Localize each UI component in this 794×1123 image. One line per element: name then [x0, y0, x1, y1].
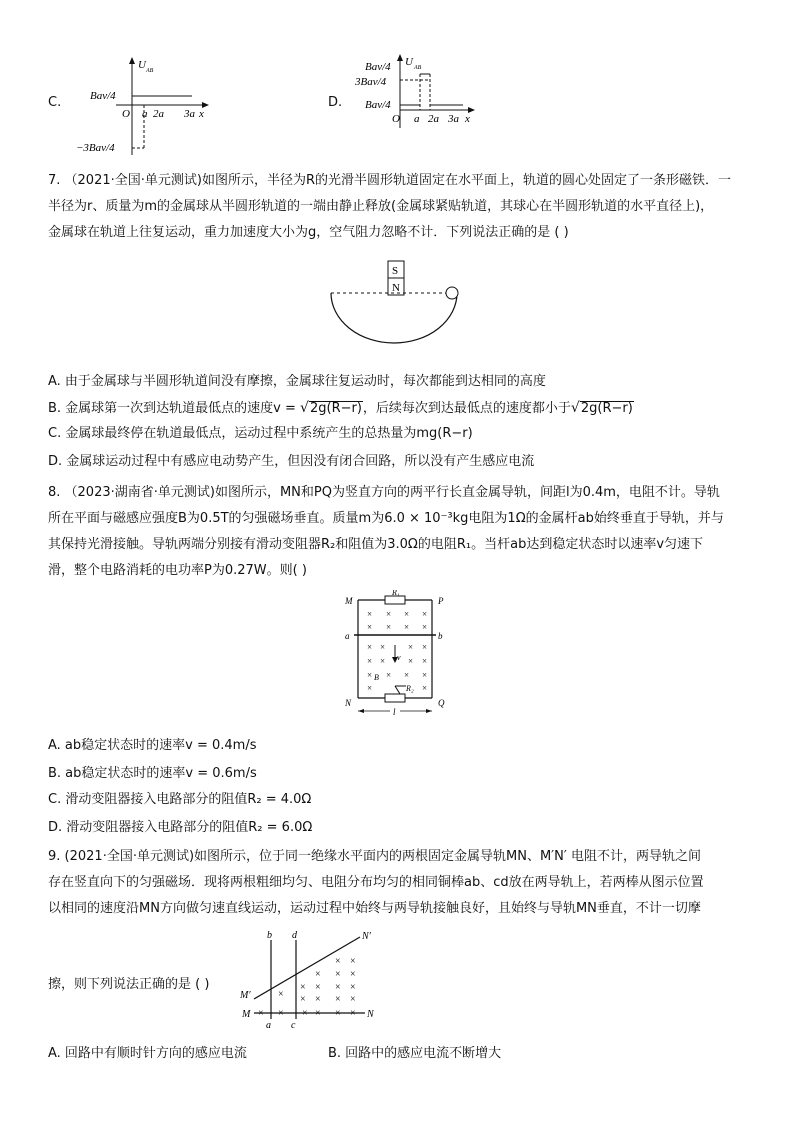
figure-glyph: × — [422, 609, 428, 619]
c-y-neg-label: −3Bav/4 — [76, 142, 115, 154]
label-r2: R₂ — [406, 684, 414, 693]
q7-semicircle-figure — [325, 255, 465, 350]
figure-glyph: × — [315, 1008, 321, 1019]
option-c-graph — [76, 55, 226, 160]
c-x-2a: 2a — [153, 108, 164, 120]
q7-option-b-radicand-1: 2g(R−r) — [309, 401, 362, 416]
figure-glyph: × — [302, 1008, 308, 1019]
rheostat-r2 — [385, 694, 405, 702]
d-axis-sub: AB — [414, 65, 422, 71]
q9-stem-line-1: 9. (2021·全国·单元测试)如图所示，位于同一绝缘水平面内的两根固定金属导轨MN、M′N′ 电阻不计，两导轨之间 — [48, 849, 701, 864]
c-x-3a: 3a — [184, 108, 195, 120]
label-v: v — [397, 653, 401, 662]
q8-stem-line-4: 滑，整个电路消耗的电功率P为0.27W。则( ) — [48, 563, 307, 578]
label-b-field: B — [374, 673, 379, 682]
figure-glyph: × — [278, 1008, 284, 1019]
c-y-arrow — [129, 57, 135, 64]
figure-glyph: × — [335, 1008, 341, 1019]
figure-glyph: × — [386, 609, 392, 619]
d-y-top-label: Bav/4 — [365, 61, 391, 73]
label-r1: R₁ — [392, 590, 400, 597]
d-y-arrow — [397, 54, 403, 61]
q7-option-c: C. 金属球最终停在轨道最低点，运动过程中系统产生的总热量为mg(R−r) — [48, 426, 473, 441]
figure-glyph: × — [386, 670, 392, 680]
label-a: a — [266, 1020, 271, 1031]
label-a: a — [345, 631, 350, 641]
figure-glyph: × — [367, 609, 373, 619]
d-x-3a: 3a — [448, 113, 459, 125]
figure-glyph: × — [422, 642, 428, 652]
q7-option-b — [48, 398, 634, 419]
q8-option-d: D. 滑动变阻器接入电路部分的阻值R₂ = 6.0Ω — [48, 820, 313, 835]
d-origin: O — [392, 113, 400, 125]
figure-glyph: × — [404, 670, 410, 680]
resistor-r1 — [385, 596, 405, 604]
figure-glyph: × — [386, 622, 392, 632]
d-x-a: a — [414, 113, 420, 125]
label-b: b — [267, 930, 272, 941]
magnet-n-label: N — [392, 282, 400, 294]
figure-glyph: × — [422, 670, 428, 680]
figure-glyph: × — [335, 969, 341, 980]
magnet-s-label: S — [392, 265, 399, 277]
figure-glyph: × — [315, 969, 321, 980]
label-d: d — [292, 930, 297, 941]
figure-glyph: × — [335, 956, 341, 967]
figure-glyph: × — [350, 956, 356, 967]
figure-glyph: × — [422, 656, 428, 666]
q9-option-a: A. 回路中有顺时针方向的感应电流 — [48, 1046, 247, 1061]
rheostat-slider — [395, 686, 400, 694]
figure-glyph: × — [404, 609, 410, 619]
label-q: Q — [438, 698, 445, 708]
c-x-a: a — [142, 108, 148, 120]
figure-glyph: × — [335, 994, 341, 1005]
q8-stem-line-3: 其保持光滑接触。导轨两端分别接有滑动变阻器R₂和阻值为3.0Ω的电阻R₁。当杆ab达到稳定状态时以速率v匀速下 — [48, 537, 704, 552]
label-c: c — [291, 1020, 296, 1031]
figure-glyph: × — [380, 656, 386, 666]
figure-glyph: × — [422, 622, 428, 632]
label-n: N — [367, 1009, 374, 1020]
semicircle-track — [331, 293, 457, 343]
figure-glyph: × — [408, 656, 414, 666]
q8-option-c: C. 滑动变阻器接入电路部分的阻值R₂ = 4.0Ω — [48, 792, 312, 807]
figure-glyph: × — [350, 969, 356, 980]
q7-option-d: D. 金属球运动过程中有感应电动势产生，但因没有闭合回路，所以没有产生感应电流 — [48, 454, 535, 469]
d-x-2a: 2a — [428, 113, 439, 125]
option-d-label: D. — [328, 95, 343, 110]
figure-glyph: × — [422, 683, 428, 693]
label-n: N — [345, 698, 352, 708]
q9-stem-line-3: 以相同的速度沿MN方向做匀速直线运动，运动过程中始终与两导轨接触良好，且始终与导轨MN垂直，不计一切摩 — [48, 901, 701, 916]
q9-stem-line-4: 擦，则下列说法正确的是 ( ) — [48, 977, 210, 992]
q7-option-b-mid: ，后续每次到达最低点的速度都小于 — [362, 401, 571, 416]
metal-ball — [446, 287, 458, 299]
figure-glyph: × — [367, 670, 373, 680]
figure-glyph: × — [258, 1008, 264, 1019]
c-axis-label: U — [138, 59, 146, 71]
d-y-low-label: Bav/4 — [365, 99, 391, 111]
label-m: M — [345, 596, 353, 606]
figure-glyph: × — [367, 642, 373, 652]
label-m: M — [242, 1009, 251, 1020]
q8-option-a: A. ab稳定状态时的速率v = 0.4m/s — [48, 738, 257, 753]
q7-stem-line-1: 7. （2021·全国·单元测试)如图所示，半径为R的光滑半圆形轨道固定在水平面上，轨道的圆心处固定了一条形磁铁．一 — [48, 173, 731, 188]
figure-glyph: × — [408, 642, 414, 652]
q9-option-b: B. 回路中的感应电流不断增大 — [328, 1046, 502, 1061]
c-x-var: x — [199, 108, 204, 120]
option-c-label: C. — [48, 95, 62, 110]
figure-glyph: × — [300, 994, 306, 1005]
figure-glyph: × — [315, 994, 321, 1005]
q8-stem-line-2: 所在平面与磁感应强度B为0.5T的匀强磁场垂直。质量m为6.0 × 10⁻³kg电阻为1Ω的金属杆ab始终垂直于导轨，并与 — [48, 511, 724, 526]
q8-option-b: B. ab稳定状态时的速率v = 0.6m/s — [48, 766, 257, 781]
q7-option-b-radicand-2: 2g(R−r) — [580, 401, 633, 416]
c-origin: O — [122, 108, 130, 120]
label-m-prime: M′ — [240, 990, 251, 1001]
label-l: l — [393, 707, 396, 717]
label-p: P — [438, 596, 444, 606]
sqrt-sign-1: √ — [300, 400, 309, 416]
q7-option-a: A. 由于金属球与半圆形轨道间没有摩擦，金属球往复运动时，每次都能到达相同的高度 — [48, 374, 546, 389]
c-axis-sub: AB — [146, 68, 154, 74]
q7-stem-line-2: 半径为r、质量为m的金属球从半圆形轨道的一端由静止释放(金属球紧贴轨道，其球心在半圆形轨道的水平直径上)， — [48, 199, 714, 214]
figure-glyph: × — [300, 982, 306, 993]
figure-glyph: × — [367, 622, 373, 632]
figure-glyph: × — [315, 982, 321, 993]
sqrt-sign-2: √ — [570, 400, 580, 416]
label-n-prime: N′ — [362, 931, 371, 942]
figure-glyph: × — [350, 1008, 356, 1019]
option-d-graph — [355, 52, 485, 132]
rail-m-prime-n-prime — [254, 937, 360, 999]
figure-glyph: × — [350, 994, 356, 1005]
label-b: b — [438, 631, 443, 641]
figure-glyph: × — [350, 982, 356, 993]
figure-glyph: × — [380, 642, 386, 652]
figure-glyph: × — [335, 982, 341, 993]
q9-stem-line-2: 存在竖直向下的匀强磁场．现将两根粗细均匀、电阻分布均匀的相同铜棒ab、cd放在两导轨上，若两棒从图示位置 — [48, 875, 704, 890]
q9-rails-figure — [240, 925, 385, 1033]
q8-rail-figure — [340, 590, 460, 718]
d-x-var: x — [465, 113, 470, 125]
d-axis-label: U — [405, 56, 413, 68]
figure-glyph: × — [404, 622, 410, 632]
figure-glyph: × — [278, 989, 284, 1000]
q7-option-b-pre: B. 金属球第一次到达轨道最低点的速度v = — [48, 401, 301, 416]
q8-stem-line-1: 8. （2023·湖南省·单元测试)如图所示，MN和PQ为竖直方向的两平行长直金属导轨，间距l为0.4m，电阻不计。导轨 — [48, 485, 720, 500]
figure-glyph: × — [367, 683, 373, 693]
q7-stem-line-3: 金属球在轨道上往复运动，重力加速度大小为g，空气阻力忽略不计．下列说法正确的是 ( ) — [48, 225, 569, 240]
figure-glyph: × — [367, 656, 373, 666]
c-y-pos-label: Bav/4 — [90, 90, 116, 102]
d-y-mid-label: 3Bav/4 — [355, 76, 387, 88]
